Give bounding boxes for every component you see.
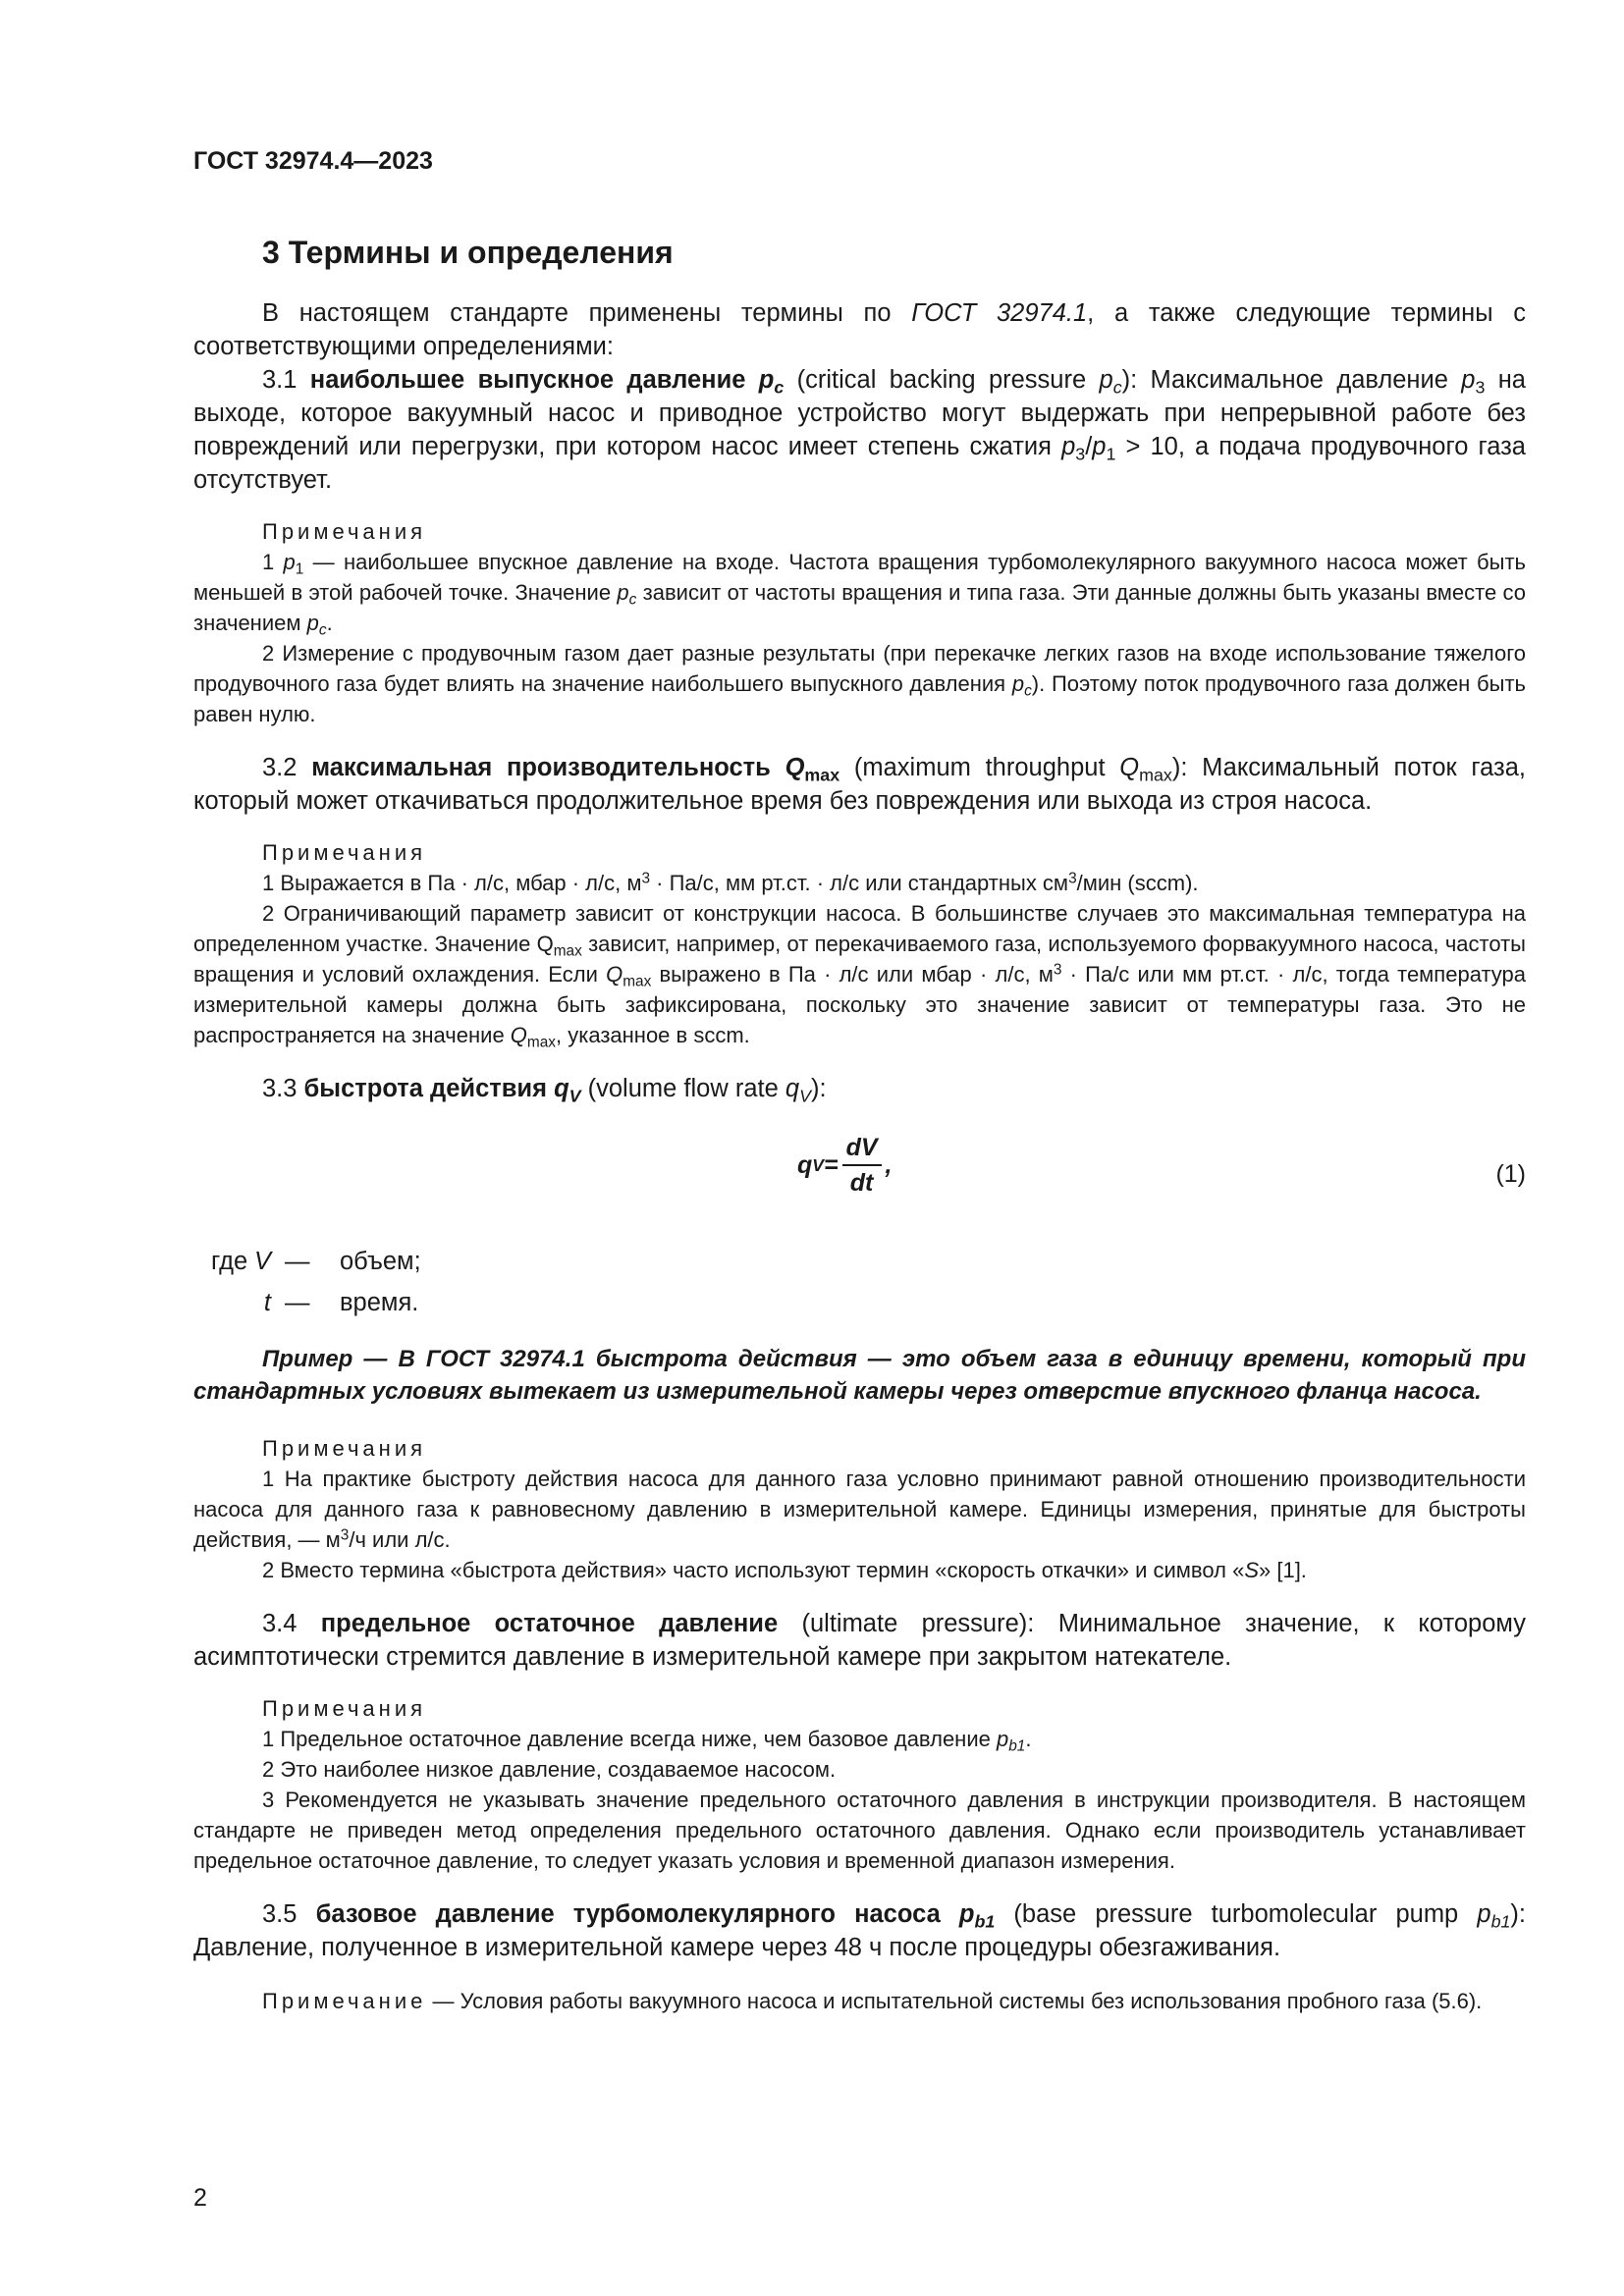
term-3-5-name: базовое давление турбомолекулярного насоса $p_{b1}$ (315, 1900, 996, 1932)
note-3-3-2: 2 Вместо термина «быстрота действия» часто используют термин «скорость откачки» и символ «S» [1]. (262, 1558, 1307, 1582)
formula-fraction: $\frac{dV}{dt}$ (842, 1133, 882, 1198)
legend-row: t — время. (263, 1289, 419, 1316)
notes-heading-3-2: Примечания (262, 840, 427, 865)
note-3-2-2: 2 Ограничивающий параметр зависит от конструкции насоса. В большинстве случаев это максимальная температура на определенном участке. Значение $Q_{max}$ зависит, например, от перекачиваемого газа, используемого форвакуумного насоса, частоты вращения и условий охлаждения. Если $Q_{max}$ выражено в Па · л/с или мбар · л/с, $м^3 \cdot Па/с$ или мм рт.ст. · л/с, тогда температура измерительной камеры должна быть зафиксирована, поскольку это значение зависит от температуры газа. Это не распространяется на значение $Q_{max}$, указанное в sccm. (193, 901, 1526, 1051)
note-3-4-2: 2 Это наиболее низкое давление, создаваемое насосом. (262, 1757, 837, 1782)
term-3-3-name: быстрота действия $q_V$ (303, 1075, 581, 1106)
page-number: 2 (193, 2184, 207, 2212)
notes-heading-3-4: Примечания (262, 1696, 427, 1721)
note-3-2-1: 1 Выражается в Па · л/с, мбар · л/с, $м^3 \cdot Па/с$, мм рт.ст. · л/с или стандартных $см^3$/мин (sccm). (262, 870, 1199, 895)
section-title: 3 Термины и определения (262, 235, 674, 270)
notes-heading-3-3: Примечания (262, 1436, 427, 1461)
legend-row: где V — объем; (211, 1248, 421, 1275)
note-3-1-1: 1 $p_1$ — наибольшее впускное давление на входе. Частота вращения турбомолекулярного вакуумного насоса может быть меньшей в этой рабочей точке. Значение $p_c$ зависит от частоты вращения и типа газа. Эти данные должны быть указаны вместе со значением $p_c$. (193, 550, 1526, 639)
formula-legend (193, 1241, 1526, 1323)
note-3-4-3: 3 Рекомендуется не указывать значение предельного остаточного давления в инструкции производителя. В настоящем стандарте не приведен метод определения предельного остаточного давления. Однако если производитель устанавливает предельное остаточное давление, то следует указать условия и временной диапазон измерения. (193, 1788, 1526, 1873)
note-3-4-1: 1 Предельное остаточное давление всегда ниже, чем базовое давление $p_{b1}$. (262, 1727, 1032, 1755)
term-3-2-name: максимальная производительность $Q_{max}$ (311, 754, 840, 785)
note-3-5: Примечание — Условия работы вакуумного насоса и испытательной системы без использования пробного газа (5.6). (262, 1989, 1483, 2013)
formula-number: (1) (1495, 1160, 1526, 1188)
term-3-1: 3.1 наибольшее выпускное давление $p_c$ (critical backing pressure $p_c$): Максимальное давление $p_3$ на выходе, которое вакуумный насос и приводное устройство могут выдержать при непрерывной работе без повреждений или перегрузки, при котором насос имеет степень сжатия $p_3/p_1 > 10$, а подача продувочного газа отсутствует. (193, 366, 1526, 494)
notes-heading-3-1: Примечания (262, 519, 427, 544)
formula-1 (193, 1123, 1526, 1231)
term-3-4-name: предельное остаточное давление (320, 1610, 779, 1637)
note-3-1-2: 2 Измерение с продувочным газом дает разные результаты (при перекачке легких газов на входе использование тяжелого продувочного газа будет влиять на значение наибольшего выпускного давления $p_c$). Поэтому поток продувочного газа должен быть равен нулю. (193, 641, 1527, 726)
intro-paragraph: В настоящем стандарте применены термины по ГОСТ 32974.1, а также следующие термины с соответствующими определениями: (193, 299, 1527, 360)
term-3-2: 3.2 максимальная производительность $Q_{max}$ (maximum throughput $Q_{max}$): Максимальный поток газа, который может откачиваться продолжительное время без повреждения или выхода из строя насоса. (193, 754, 1527, 815)
intro-reference: ГОСТ 32974.1 (911, 299, 1088, 327)
example-3-3: Пример — В ГОСТ 32974.1 быстрота действия — это объем газа в единицу времени, который при стандартных условиях вытекает из измерительной камеры через отверстие впускного фланца насоса. (193, 1346, 1526, 1405)
term-3-5: 3.5 базовое давление турбомолекулярного насоса $p_{b1}$ (base pressure turbomolecular pump $p_{b1}$): Давление, полученное в измерительной камере через 48 ч после процедуры обезгаживания. (193, 1900, 1526, 1961)
formula-expression: q V = $\frac{dV}{dt}$ , (797, 1134, 893, 1197)
note-3-3-1: 1 На практике быстроту действия насоса для данного газа условно принимают равной отношению производительности насоса для данного газа к равновесному давлению в измерительной камере. Единицы измерения, принятые для быстроты действия, — $м^3/ч$ или л/с. (193, 1467, 1526, 1552)
term-3-4: 3.4 предельное остаточное давление (ultimate pressure): Минимальное значение, к которому асимптотически стремится давление в измерительной камере при закрытом натекателе. (193, 1610, 1526, 1671)
term-3-1-name: наибольшее выпускное давление $p_c$ (309, 366, 785, 398)
term-3-3: 3.3 быстрота действия $q_V$ (volume flow rate $q_V$): (262, 1075, 827, 1106)
document-page (193, 137, 1526, 2016)
document-header: ГОСТ 32974.4—2023 (193, 147, 433, 175)
